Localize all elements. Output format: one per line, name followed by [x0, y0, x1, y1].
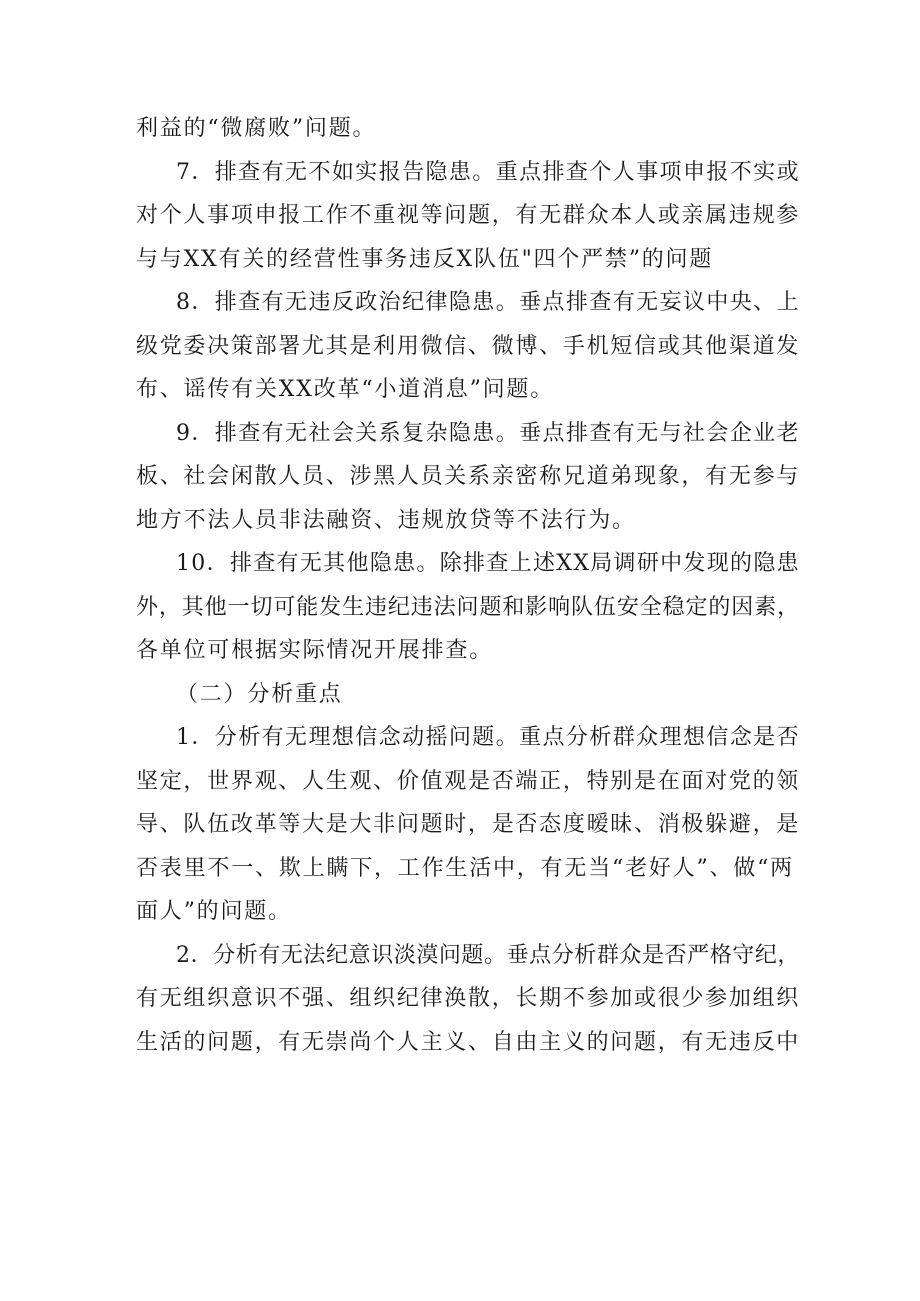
text-line: 生活的问题，有无崇尚个人主义、自由主义的问题，有无违反中 — [136, 1029, 800, 1055]
text-line: 布、谣传有关XX改革“小道消息”问题。 — [136, 377, 555, 402]
paragraph-item-9 — [136, 412, 800, 543]
text-line: 7．排查有无不如实报告隐患。重点排查个人事项申报不实或 — [176, 159, 800, 185]
text-line: 10．排查有无其他隐患。除排查上述XX局调研中发现的隐患 — [176, 551, 800, 576]
text-line: 导、队伍改革等大是大非问题时，是否态度暧昧、消极躲避，是 — [136, 812, 800, 837]
section-heading-text: （二）分析重点 — [176, 681, 343, 707]
paragraph-analysis-2 — [136, 934, 800, 1065]
text-line: 1．分析有无理想信念动摇问题。重点分析群众理想信念是否 — [176, 725, 800, 750]
text-line: 对个人事项申报工作不重视等问题，有无群众本人或亲属违规参 — [136, 203, 800, 228]
text-line: 利益的“微腐败”问题。 — [136, 116, 377, 141]
text-line: 地方不法人员非法融资、违规放贷等不法行为。 — [136, 507, 636, 533]
text-line: 8．排查有无违反政治纪律隐患。垂点排查有无妄议中央、上 — [176, 290, 800, 315]
text-line: 2．分析有无法纪意识淡漠问题。垂点分析群众是否严格守纪， — [176, 942, 800, 968]
paragraph-item-7 — [136, 151, 800, 282]
text-line: 级党委决策部署尤其是利用微信、微博、手机短信或其他渠道发 — [136, 333, 800, 359]
text-line: 坚定，世界观、人生观、价值观是否端正，特别是在面对党的领 — [136, 768, 800, 794]
document-page — [136, 107, 800, 1064]
text-line: 9．排查有无社会关系复杂隐患。垂点排查有无与社会企业老 — [176, 420, 800, 446]
section-heading — [136, 673, 800, 717]
paragraph-item-8 — [136, 281, 800, 412]
paragraph-item-10 — [136, 542, 800, 673]
text-line: 外，其他一切可能发生违纪违法问题和影响队伍安全稳定的因素， — [136, 594, 800, 620]
text-line: 有无组织意识不强、组织纪律涣散，长期不参加或很少参加组织 — [136, 986, 800, 1011]
text-line: 各单位可根据实际情况开展排查。 — [136, 638, 494, 663]
text-line: 板、社会闲散人员、涉黑人员关系亲密称兄道弟现象，有无参与 — [136, 464, 800, 489]
text-line: 与与XX有关的经营性事务违反X队伍"四个严禁”的问题 — [136, 246, 714, 272]
paragraph-analysis-1 — [136, 716, 800, 934]
text-line: 否表里不一、欺上瞒下，工作生活中，有无当“老好人”、做“两 — [136, 855, 794, 881]
paragraph-continuation — [136, 107, 800, 151]
text-line: 面人”的问题。 — [136, 899, 292, 924]
